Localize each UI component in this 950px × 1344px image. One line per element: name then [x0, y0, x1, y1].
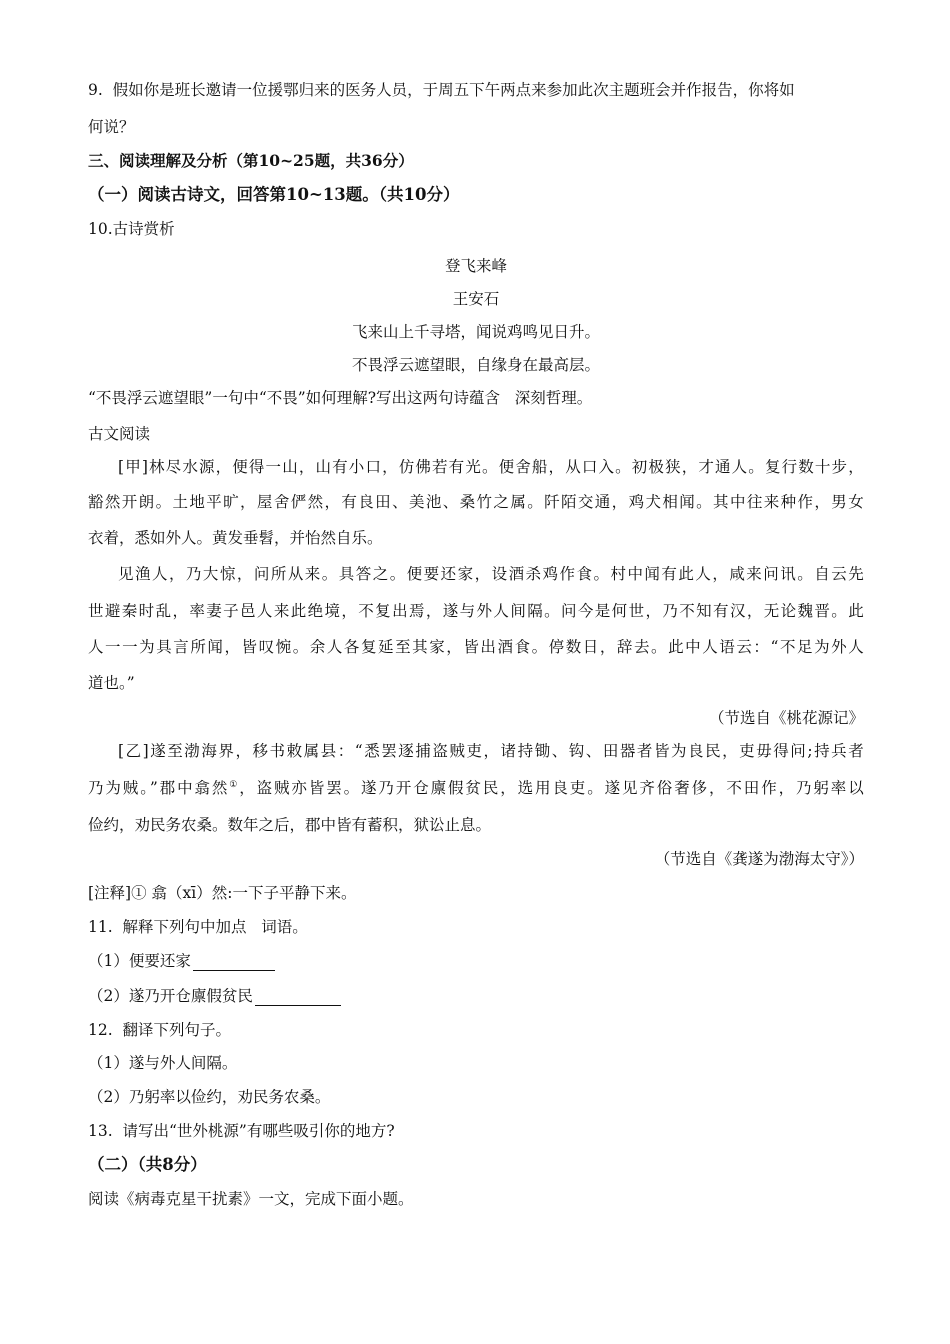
- jia-p2-line1: 见渔人，乃大惊，问所从来。具答之。便要还家，设酒杀鸡作食。村中闻有此人，咸来问讯。自云先: [118, 565, 864, 583]
- footnote-marker: ①: [229, 779, 240, 790]
- guwen-label: 古文阅读: [88, 425, 151, 443]
- yi-line2-part-a: 乃为贼。”郡中翕然: [88, 779, 230, 797]
- jia-source: （节选自《桃花源记》: [708, 709, 864, 727]
- jia-p2-line4: 道也。”: [88, 674, 135, 692]
- section3-title: 三、阅读理解及分析（第10~25题，共36分）: [88, 151, 414, 170]
- poem-author: 王安石: [452, 290, 500, 308]
- q10-question: “不畏浮云遮望眼”一句中“不畏”如何理解?写出这两句诗蕴含 深刻哲理。: [88, 389, 593, 407]
- q12-title: 12. 翻译下列句子。: [88, 1021, 232, 1039]
- q11-item-1: [88, 951, 275, 971]
- poem-line-1: 飞来山上千寻塔，闻说鸡鸣见日升。: [351, 323, 600, 341]
- q10-label: 10.古诗赏析: [88, 220, 175, 238]
- q9-text-line2: 何说？: [88, 118, 135, 136]
- q12-item-2: （2）乃躬率以俭约，劝民务农桑。: [88, 1088, 331, 1106]
- answer-blank-2[interactable]: [255, 989, 341, 1006]
- q9-text-line1: 9. 假如你是班长邀请一位援鄂归来的医务人员，于周五下午两点来参加此次主题班会并作报告，你将如: [88, 81, 795, 99]
- yi-line3: 俭约，劝民务农桑。数年之后，郡中皆有蓄积，狱讼止息。: [88, 816, 492, 834]
- part2-intro: 阅读《病毒克星干扰素》一文，完成下面小题。: [88, 1190, 414, 1208]
- q11-item-1-text: （1）便要还家: [88, 952, 191, 970]
- part1-title: （一）阅读古诗文，回答第10~13题。（共10分）: [88, 185, 460, 204]
- q12-item-1: （1）遂与外人间隔。: [88, 1054, 238, 1072]
- jia-p1-line1: [甲]林尽水源，便得一山，山有小口，仿佛若有光。便舍船，从口入。初极狭，才通人。复行数十步，: [118, 458, 864, 476]
- answer-blank-1[interactable]: [193, 954, 275, 971]
- q11-item-2-text: （2）遂乃开仓廪假贫民: [88, 987, 253, 1005]
- jia-p2-line2: 世避秦时乱，率妻子邑人来此绝境，不复出焉，遂与外人间隔。问今是何世，乃不知有汉，无论魏晋。此: [88, 602, 864, 620]
- q11-item-2: [88, 986, 341, 1006]
- jia-p1-line3: 衣着，悉如外人。黄发垂髫，并怡然自乐。: [88, 529, 383, 547]
- yi-line1: [乙]遂至渤海界，移书敕属县：“悉罢逐捕盗贼吏，诸持锄、钩、田器者皆为良民，吏毋得问;持兵者: [118, 742, 864, 760]
- q11-title: 11. 解释下列句中加点 词语。: [88, 918, 308, 936]
- yi-line2: [88, 778, 864, 798]
- annotation-note: [注释]① 翕（xī）然:一下子平静下来。: [88, 884, 357, 902]
- jia-p1-line2: 豁然开朗。土地平旷，屋舍俨然，有良田、美池、桑竹之属。阡陌交通，鸡犬相闻。其中往来种作，男女: [88, 493, 864, 511]
- poem-line-2: 不畏浮云遮望眼，自缘身在最高层。: [351, 356, 600, 374]
- jia-p2-line3: 人一一为具言所闻，皆叹惋。余人各复延至其家，皆出酒食。停数日，辞去。此中人语云：“不足为外人: [88, 638, 864, 656]
- yi-source: （节选自《龚遂为渤海太守》）: [654, 850, 864, 868]
- yi-line2-part-b: ，盗贼亦皆罢。遂乃开仓廪假贫民，选用良吏。遂见齐俗奢侈，不田作，乃躬率以: [239, 779, 864, 797]
- part2-title: （二）（共8分）: [88, 1155, 207, 1174]
- q13-text: 13. 请写出“世外桃源”有哪些吸引你的地方?: [88, 1122, 395, 1140]
- poem-title: 登飞来峰: [444, 257, 507, 275]
